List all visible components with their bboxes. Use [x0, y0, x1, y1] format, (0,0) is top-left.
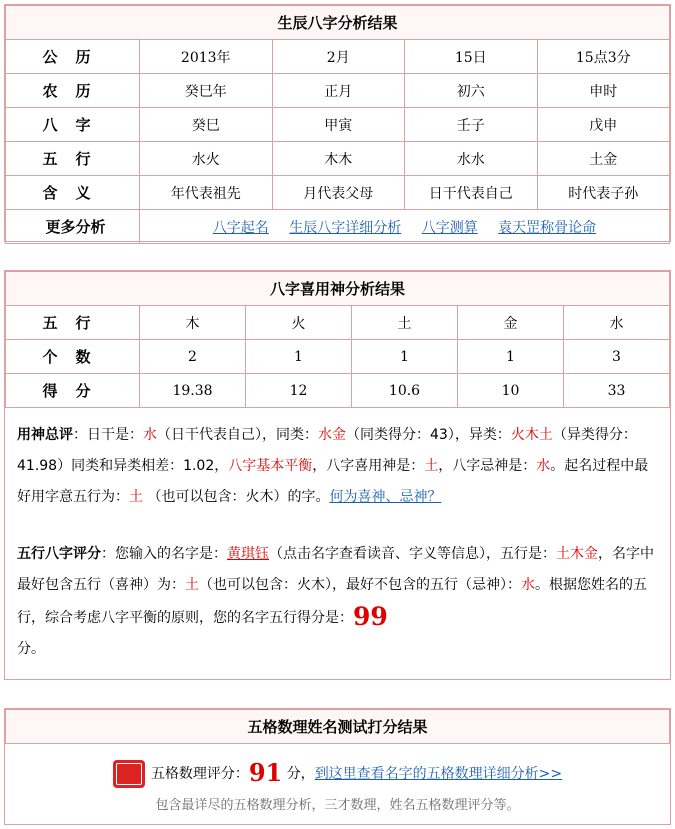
row-label: 得分 [6, 374, 140, 408]
rating-jishen-value: 水 [521, 577, 535, 593]
balance-value: 八字基本平衡 [228, 458, 313, 474]
xiyongshen-panel [4, 270, 671, 680]
table-row [6, 340, 670, 374]
bazi-title: 生辰八字分析结果 [6, 6, 670, 40]
table-row [6, 40, 670, 74]
table-cell: 19.38 [140, 374, 246, 408]
xiyong-value: 土 [424, 458, 439, 474]
wuge-score-line [5, 744, 670, 788]
xishen-jishen-link[interactable]: 何为喜神、忌神？ [329, 489, 442, 505]
table-cell: 1 [246, 340, 352, 374]
name-link[interactable]: 黄琪钰 [227, 546, 269, 562]
wuge-score: 91 [248, 758, 283, 787]
wuxing-score: 99 [353, 602, 388, 631]
summary-heading: 用神总评 [17, 427, 73, 443]
wuge-note: 包含最详尽的五格数理分析，三才数理，姓名五格数理评分等。 [155, 798, 520, 813]
wuge-unit: 分， [286, 766, 315, 782]
more-analysis-label: 更多分析 [6, 210, 140, 244]
rating-text: ：您输入的名字是： [101, 546, 227, 562]
wuxing-table [5, 271, 670, 408]
row-label: 公历 [6, 40, 140, 74]
table-cell: 15日 [405, 40, 538, 74]
xishen-value: 土 [185, 577, 199, 593]
row-label: 含义 [6, 176, 140, 210]
table-cell: 初六 [405, 74, 538, 108]
table-cell: 10 [458, 374, 564, 408]
link-bazi-reading[interactable]: 八字测算 [421, 219, 478, 236]
table-cell: 戊申 [537, 108, 670, 142]
rating-text: （也可以包含：火木），最好不包含的五行（忌神）： [199, 577, 521, 593]
table-cell: 年代表祖先 [140, 176, 273, 210]
summary-text: （也可以包含：火木）的字。 [143, 489, 330, 505]
table-row [6, 108, 670, 142]
summary-text: （同类得分：43），异类： [346, 427, 511, 443]
row-label: 五行 [6, 306, 140, 340]
rating-text: （点击名字查看读音、字义等信息），五行是： [269, 546, 556, 562]
table-row [6, 74, 670, 108]
more-analysis-links [140, 210, 670, 244]
seal-icon [113, 760, 145, 788]
table-cell: 癸巳年 [140, 74, 273, 108]
table-cell: 正月 [272, 74, 405, 108]
table-cell: 甲寅 [272, 108, 405, 142]
link-chenggu[interactable]: 袁天罡称骨论命 [498, 219, 597, 236]
table-cell: 时代表子孙 [537, 176, 670, 210]
bazi-table [5, 5, 670, 244]
table-cell: 月代表父母 [272, 176, 405, 210]
table-cell: 水 [564, 306, 670, 340]
table-row [6, 306, 670, 340]
table-cell: 土 [352, 306, 458, 340]
wuge-detail-link[interactable]: 到这里查看名字的五格数理详细分析>> [314, 766, 563, 782]
tonglei-value: 水金 [318, 427, 346, 443]
wuge-title: 五格数理姓名测试打分结果 [6, 710, 670, 744]
rating-text: 。根据您姓名的五行，综合考虑八字平衡的原则，您的名字五行得分是： [17, 577, 647, 626]
summary-text: （日干代表自己），同类： [157, 427, 318, 443]
table-cell: 3 [564, 340, 670, 374]
table-cell: 1 [458, 340, 564, 374]
table-row [6, 210, 670, 244]
yilei-value: 火木土 [510, 427, 553, 443]
summary-text: 。起名过程中最好用字意五行为： [17, 458, 649, 505]
table-cell: 10.6 [352, 374, 458, 408]
xiyongshen-summary [5, 408, 670, 513]
link-bazi-naming[interactable]: 八字起名 [212, 219, 269, 236]
table-cell: 12 [246, 374, 352, 408]
table-cell: 2013年 [140, 40, 273, 74]
wuxing-rating [5, 513, 670, 665]
table-cell: 火 [246, 306, 352, 340]
table-cell: 水火 [140, 142, 273, 176]
rating-text: 分。 [17, 641, 45, 657]
row-label: 个数 [6, 340, 140, 374]
table-cell: 癸巳 [140, 108, 273, 142]
rating-heading: 五行八字评分 [17, 546, 101, 562]
jishen-value: 水 [536, 458, 551, 474]
table-row [6, 176, 670, 210]
wuge-panel [4, 708, 671, 825]
table-cell: 2 [140, 340, 246, 374]
summary-text: ：日干是： [73, 427, 143, 443]
summary-text: ，八字喜用神是： [312, 458, 425, 474]
table-cell: 壬子 [405, 108, 538, 142]
summary-text: （异类得分：41.98）同类和异类相差：1.02， [17, 427, 637, 474]
best-wuxing-value: 土 [129, 489, 143, 505]
table-cell: 2月 [272, 40, 405, 74]
table-cell: 金 [458, 306, 564, 340]
table-cell: 日干代表自己 [405, 176, 538, 210]
row-label: 八字 [6, 108, 140, 142]
row-label: 五行 [6, 142, 140, 176]
bazi-panel [4, 4, 671, 242]
row-label: 农历 [6, 74, 140, 108]
name-wuxing-value: 土木金 [556, 546, 598, 562]
link-bazi-detail[interactable]: 生辰八字详细分析 [289, 219, 402, 236]
table-cell: 木木 [272, 142, 405, 176]
rigan-value: 水 [143, 427, 157, 443]
table-row [6, 142, 670, 176]
table-cell: 申时 [537, 74, 670, 108]
summary-text: ，八字忌神是： [438, 458, 537, 474]
table-row [6, 374, 670, 408]
wuge-label: 五格数理评分： [150, 766, 249, 782]
table-cell: 15点3分 [537, 40, 670, 74]
wuge-table [5, 709, 670, 744]
table-cell: 水水 [405, 142, 538, 176]
rating-text: ，名字中最好包含五行（喜神）为： [17, 546, 654, 593]
table-cell: 1 [352, 340, 458, 374]
table-cell: 33 [564, 374, 670, 408]
table-cell: 木 [140, 306, 246, 340]
xiyongshen-title: 八字喜用神分析结果 [6, 272, 670, 306]
table-cell: 土金 [537, 142, 670, 176]
